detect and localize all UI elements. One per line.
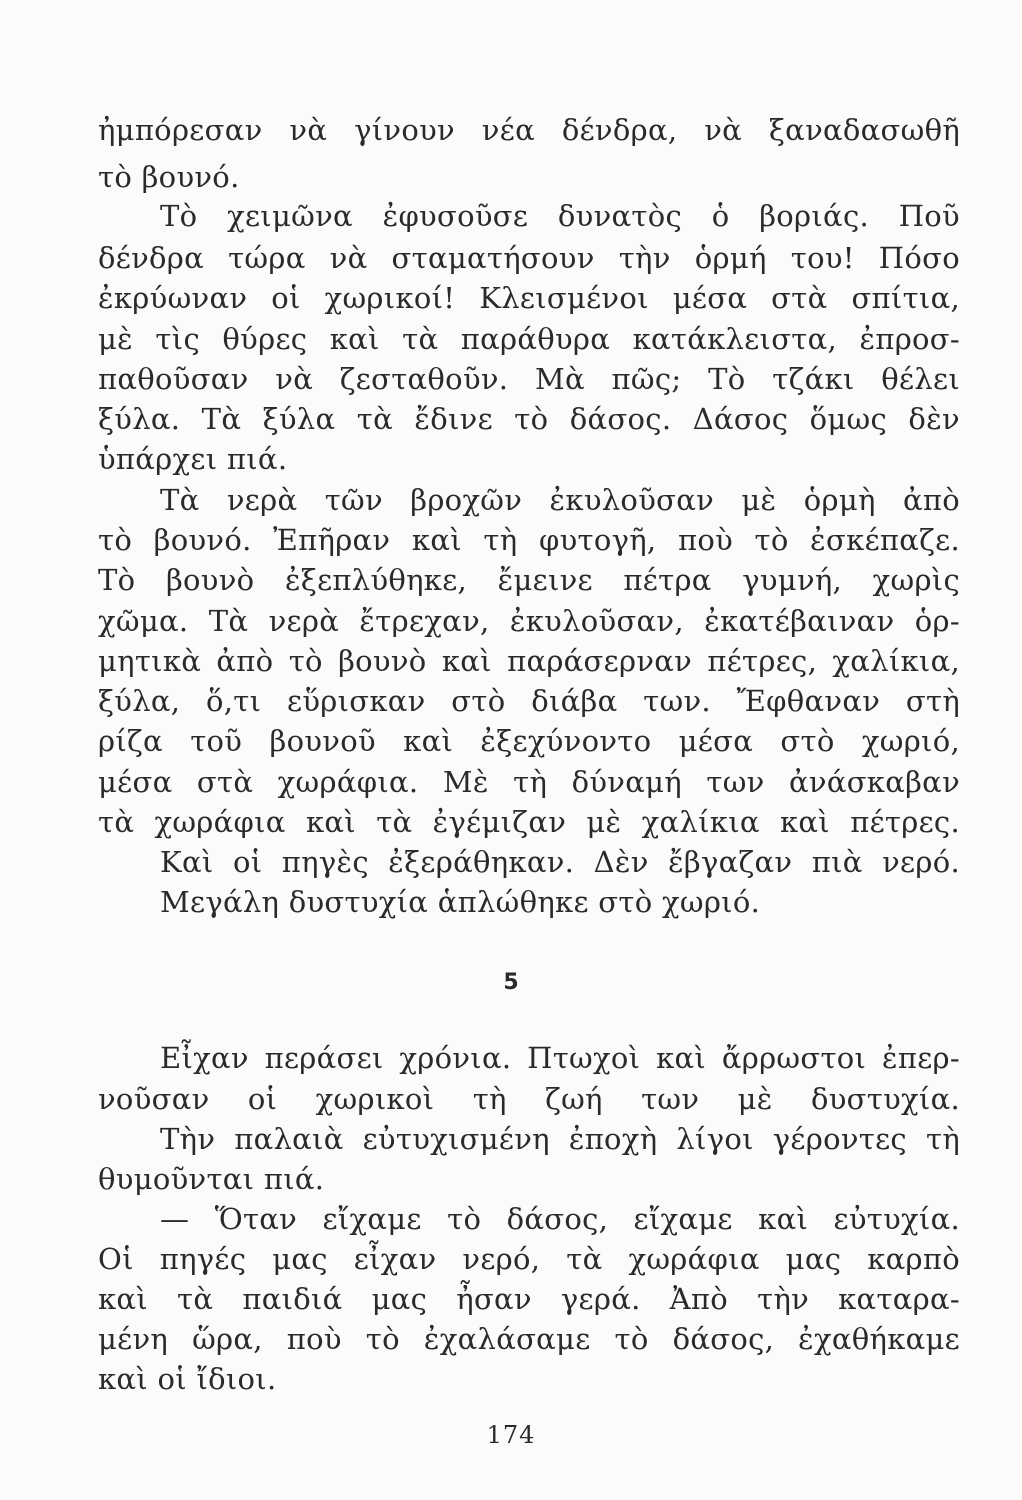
text-line: Οἱ πηγές μας εἶχαν νερό, τὰ χωράφια μας καρπὸ — [98, 1242, 960, 1276]
text-line: ἠμπόρεσαν νὰ γίνουν νέα δένδρα, νὰ ξαναδασωθῆ — [98, 113, 960, 147]
text-line: Τὰ νερὰ τῶν βροχῶν ἐκυλοῦσαν μὲ ὁρμὴ ἀπὸ — [160, 483, 960, 517]
text-line: μητικὰ ἀπὸ τὸ βουνὸ καὶ παράσερναν πέτρες, χαλίκια, — [98, 644, 960, 678]
text-line: Εἶχαν περάσει χρόνια. Πτωχοὶ καὶ ἄρρωστοι ἐπερ- — [160, 1041, 960, 1075]
text-line: τὸ βουνό. Ἐπῆραν καὶ τὴ φυτογῆ, ποὺ τὸ ἐσκέπαζε. — [98, 523, 960, 557]
text-line: θυμοῦνται πιά. — [98, 1162, 325, 1196]
text-line: ξύλα, ὅ,τι εὕρισκαν στὸ διάβα των. Ἔφθαναν στὴ — [98, 684, 960, 718]
page-number: 174 — [486, 1421, 536, 1449]
text-line: δένδρα τώρα νὰ σταματήσουν τὴν ὁρμή του! Πόσο — [98, 241, 960, 275]
text-line: ἐκρύωναν οἱ χωρικοί! Κλεισμένοι μέσα στὰ σπίτια, — [98, 281, 960, 315]
section-number: 5 — [503, 970, 519, 995]
text-line: τὸ βουνό. — [98, 160, 240, 194]
text-line: μένη ὥρα, ποὺ τὸ ἐχαλάσαμε τὸ δάσος, ἐχαθήκαμε — [98, 1322, 960, 1356]
text-line: χῶμα. Τὰ νερὰ ἔτρεχαν, ἐκυλοῦσαν, ἐκατέβαιναν ὁρ- — [98, 604, 960, 638]
text-line: καὶ τὰ παιδιά μας ἦσαν γερά. Ἀπὸ τὴν καταρα- — [98, 1282, 960, 1316]
text-line: μὲ τὶς θύρες καὶ τὰ παράθυρα κατάκλειστα, ἐπροσ- — [98, 322, 960, 356]
text-line: μέσα στὰ χωράφια. Μὲ τὴ δύναμή των ἀνάσκαβαν — [98, 765, 960, 799]
text-line: ξύλα. Τὰ ξύλα τὰ ἔδινε τὸ δάσος. Δάσος ὅμως δὲν — [98, 402, 960, 436]
text-line: — Ὅταν εἴχαμε τὸ δάσος, εἴχαμε καὶ εὐτυχία. — [160, 1202, 960, 1236]
text-line: καὶ οἱ ἴδιοι. — [98, 1362, 277, 1396]
text-line: τὰ χωράφια καὶ τὰ ἐγέμιζαν μὲ χαλίκια καὶ πέτρες. — [98, 805, 960, 839]
text-line: Τὴν παλαιὰ εὐτυχισμένη ἐποχὴ λίγοι γέροντες τὴ — [160, 1122, 960, 1156]
text-line: Τὸ βουνὸ ἐξεπλύθηκε, ἔμεινε πέτρα γυμνή, χωρὶς — [98, 563, 960, 597]
text-line: ρίζα τοῦ βουνοῦ καὶ ἐξεχύνοντο μέσα στὸ χωριό, — [98, 724, 960, 758]
text-line: παθοῦσαν νὰ ζεσταθοῦν. Μὰ πῶς; Τὸ τζάκι θέλει — [98, 362, 960, 396]
text-line: νοῦσαν οἱ χωρικοὶ τὴ ζωή των μὲ δυστυχία. — [98, 1082, 960, 1116]
text-line: ὑπάρχει πιά. — [98, 442, 288, 476]
text-line: Μεγάλη δυστυχία ἁπλώθηκε στὸ χωριό. — [160, 885, 761, 919]
text-line: Τὸ χειμῶνα ἐφυσοῦσε δυνατὸς ὁ βοριάς. Ποῦ — [160, 199, 960, 233]
text-line: Καὶ οἱ πηγὲς ἐξεράθηκαν. Δὲν ἔβγαζαν πιὰ νερό. — [160, 845, 960, 879]
